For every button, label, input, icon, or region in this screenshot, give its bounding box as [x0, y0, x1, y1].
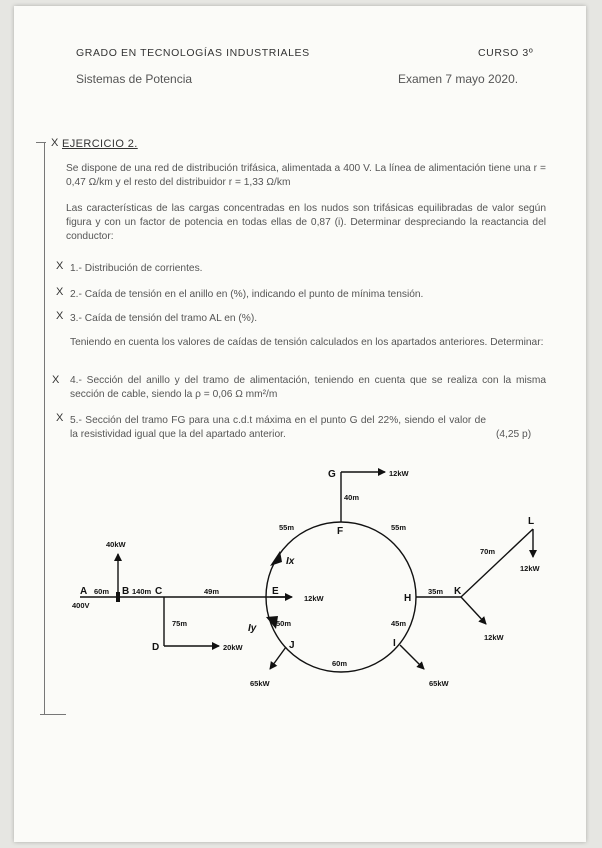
subject-title: Sistemas de Potencia [76, 72, 193, 86]
margin-mark-5: X [56, 412, 64, 424]
dist-kl-label: 70m [480, 547, 496, 556]
load-k-arrow [461, 597, 486, 624]
node-i-label: I [393, 638, 396, 649]
margin-mark-2: X [56, 286, 64, 298]
node-l-label: L [528, 516, 535, 527]
node-d-label: D [152, 642, 160, 653]
question-5: 5.- Sección del tramo FG para una c.d.t máxima en el punto G del 22%, siendo el valor de la resistividad igual que la del apartado anterior. [70, 415, 486, 440]
question-points: (4,25 p) [496, 429, 532, 440]
course-header: CURSO 3º [478, 47, 534, 59]
question-3: 3.- Caída de tensión del tramo AL en (%). [70, 313, 258, 324]
node-j-label: J [289, 640, 295, 651]
dist-bc-label: 140m [132, 587, 152, 596]
dist-ej-label: 50m [276, 619, 292, 628]
current-ix-label: Ix [286, 556, 295, 567]
current-iy-label: Iy [248, 623, 257, 634]
statement-paragraph-1: Se dispone de una red de distribución trifásica, alimentada a 400 V. La línea de alimentación tiene una r = 0,47 Ω/km y el resto del distribuidor r = 1,33 Ω/km [66, 163, 546, 188]
power-j-label: 65kW [250, 679, 270, 688]
node-e-label: E [272, 586, 279, 597]
current-ix-arrow [270, 551, 282, 566]
dist-ce-label: 49m [204, 587, 220, 596]
power-k-label: 12kW [484, 633, 504, 642]
node-h-label: H [404, 593, 412, 604]
dist-fh-label: 55m [391, 523, 407, 532]
exam-date: Examen 7 mayo 2020. [398, 72, 519, 86]
load-j-arrow [270, 647, 286, 669]
node-a-label: A [80, 586, 88, 597]
dist-ab-label: 60m [94, 587, 110, 596]
degree-header: GRADO EN TECNOLOGÍAS INDUSTRIALES [76, 47, 310, 59]
power-e-label: 12kW [304, 594, 324, 603]
margin-mark-1: X [56, 260, 64, 272]
load-i-arrow [400, 645, 424, 669]
question-4: 4.- Sección del anillo y del tramo de alimentación, teniendo en cuenta que se realiza con la misma sección de cable, siendo la ρ = 0,06 Ω mm²/m [70, 375, 546, 400]
power-g-label: 12kW [389, 469, 409, 478]
power-d-label: 20kW [223, 643, 243, 652]
node-c-label: C [155, 586, 163, 597]
margin-mark-3: X [56, 310, 64, 322]
dist-ji-label: 60m [332, 659, 348, 668]
exam-page [14, 6, 586, 842]
question-1: 1.- Distribución de corrientes. [70, 263, 203, 274]
node-g-label: G [328, 469, 336, 480]
dist-ef-label: 55m [279, 523, 295, 532]
branch-k-l [461, 529, 533, 597]
dist-hi-label: 45m [391, 619, 407, 628]
dist-hk-label: 35m [428, 587, 444, 596]
node-k-label: K [454, 586, 462, 597]
voltage-a-label: 400V [72, 601, 90, 610]
dist-fg-label: 40m [344, 493, 360, 502]
question-2: 2.- Caída de tensión en el anillo en (%), indicando el punto de mínima tensión. [70, 289, 424, 300]
power-b-label: 40kW [106, 540, 126, 549]
network-diagram [14, 6, 586, 842]
statement-paragraph-2: Las características de las cargas concentradas en los nudos son trifásicas equilibradas de valor según figura y con un factor de potencia en todas ellas de 0,87 (i). Determinar despreciando la reactancia del conductor: [66, 203, 546, 242]
margin-mark-4: X [52, 374, 60, 386]
node-f-label: F [337, 526, 344, 537]
dist-cd-label: 75m [172, 619, 188, 628]
statement-paragraph-3: Teniendo en cuenta los valores de caídas de tensión calculados en los apartados anteriores. Determinar: [70, 337, 544, 348]
power-i-label: 65kW [429, 679, 449, 688]
exercise-title: EJERCICIO 2. [62, 138, 138, 150]
margin-mark-exercise: X [51, 137, 59, 149]
node-b-mark [116, 592, 120, 602]
power-l-label: 12kW [520, 564, 540, 573]
node-b-label: B [122, 586, 130, 597]
